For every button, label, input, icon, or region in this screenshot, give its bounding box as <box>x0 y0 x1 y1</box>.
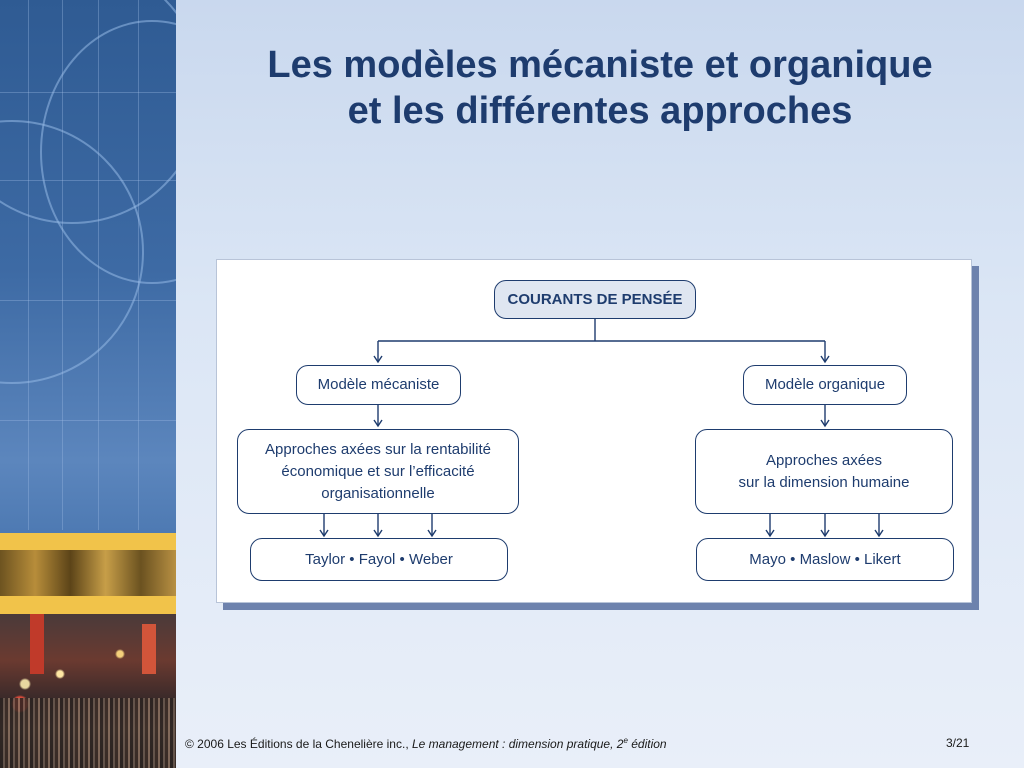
node-modele-mecaniste-label: Modèle mécaniste <box>317 376 440 393</box>
page-number: 3/21 <box>946 736 970 750</box>
slide-title-line-2: et les différentes approches <box>347 90 853 132</box>
node-modele-organique-label: Modèle organique <box>764 376 886 393</box>
footer-book-title-text: Le management : dimension pratique, 2 <box>411 737 624 751</box>
footer-copyright-text: © 2006 Les Éditions de la Chenelière inc., <box>185 737 412 751</box>
footer-copyright <box>185 736 667 751</box>
node-approches-rentabilite <box>237 429 519 514</box>
node-approches-humaine <box>695 429 953 514</box>
approach-right-line-2: sur la dimension humaine <box>738 473 910 491</box>
node-courants-de-pensee-label: COURANTS DE PENSÉE <box>507 290 683 308</box>
node-modele-organique <box>743 365 907 405</box>
node-auteurs-mecaniste <box>250 538 508 581</box>
approach-right-line-1: Approches axées <box>766 451 882 469</box>
diagram-card <box>216 259 972 603</box>
building-photo-strip <box>0 550 176 596</box>
side-decoration-panel <box>0 0 176 768</box>
node-courants-de-pensee <box>494 280 696 319</box>
footer-edition-superscript: e <box>623 736 628 745</box>
footer-edition-word: édition <box>627 737 667 751</box>
slide-title-line-1: Les modèles mécaniste et organique <box>267 44 933 86</box>
footer-book-title <box>412 737 667 751</box>
node-modele-mecaniste <box>296 365 461 405</box>
slide-title <box>176 42 1024 134</box>
approach-left-line-3: organisationnelle <box>321 484 435 502</box>
authors-left-label: Taylor • Fayol • Weber <box>305 550 453 568</box>
node-auteurs-organique <box>696 538 954 581</box>
approach-left-line-1: Approches axées sur la rentabilité <box>265 440 491 458</box>
street-crowd-photo <box>0 614 176 768</box>
authors-right-label: Mayo • Maslow • Likert <box>749 550 901 568</box>
approach-left-line-2: économique et sur l’efficacité <box>281 462 475 480</box>
